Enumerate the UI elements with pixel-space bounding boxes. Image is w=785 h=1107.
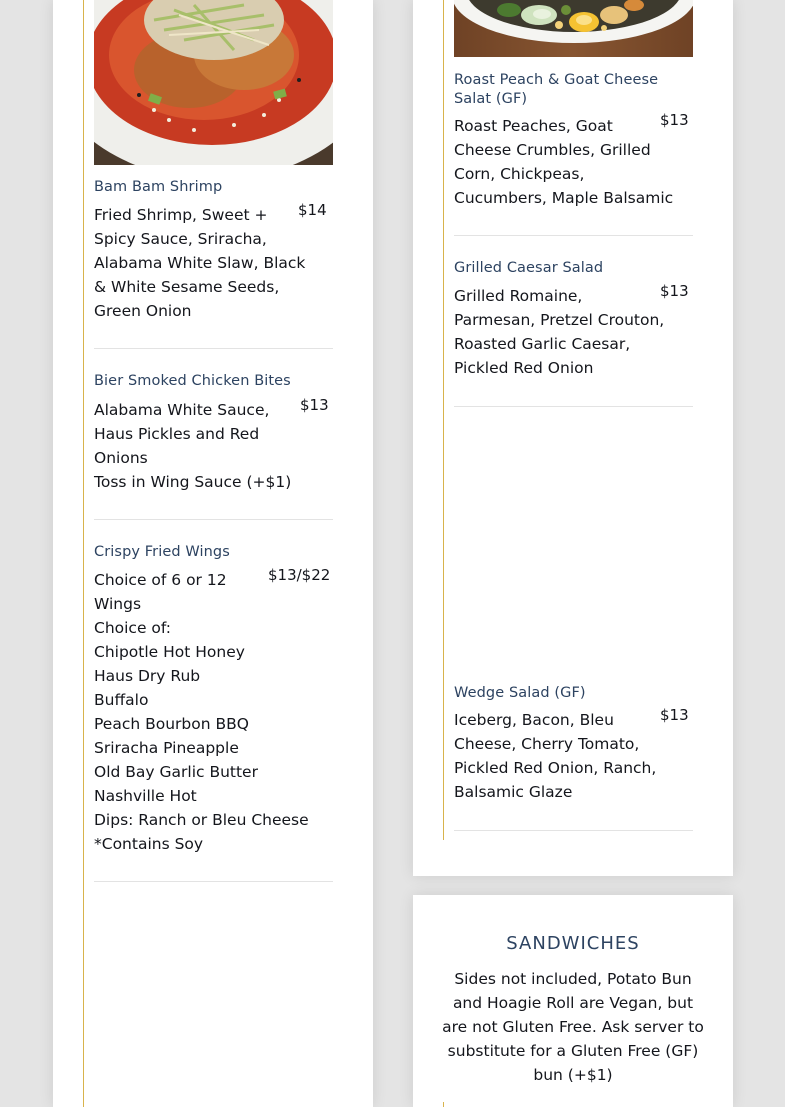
item-name: Wedge Salad (GF) [454, 685, 586, 701]
item-price: $13 [660, 282, 689, 300]
item-name: Roast Peach & Goat Cheese Salat (GF) [454, 72, 659, 107]
salad-dish-photo [454, 0, 693, 57]
item-price: $13 [660, 111, 689, 129]
item-name: Bier Smoked Chicken Bites [94, 373, 291, 389]
item-divider [454, 830, 693, 831]
item-price: $13 [300, 396, 329, 414]
item-divider [94, 348, 333, 349]
item-divider [454, 235, 693, 236]
item-divider [94, 881, 333, 882]
sandwiches-card [413, 895, 733, 1107]
item-description: Fried Shrimp, Sweet + Spicy Sauce, Sriracha, Alabama White Slaw, Black & White Sesame Seeds, Green Onion [94, 206, 306, 320]
section-title: SANDWICHES [506, 933, 640, 954]
item-price: $13 [660, 706, 689, 724]
item-name: Crispy Fried Wings [94, 544, 230, 560]
item-name: Grilled Caesar Salad [454, 260, 604, 276]
section-note: Sides not included, Potato Bun and Hoagie Roll are Vegan, but are not Gluten Free. Ask server to substitute for a Gluten Free (GF) bun (+$1) [442, 970, 704, 1084]
item-price: $14 [298, 201, 327, 219]
item-description: Alabama White Sauce, Haus Pickles and Red Onions Toss in Wing Sauce (+$1) [94, 401, 292, 491]
right-menu-card [413, 0, 733, 876]
item-divider [454, 406, 693, 407]
shrimp-dish-photo [94, 0, 333, 165]
item-description: Roast Peaches, Goat Cheese Crumbles, Grilled Corn, Chickpeas, Cucumbers, Maple Balsamic [454, 117, 674, 207]
item-price: $13/$22 [268, 566, 331, 584]
item-description: Iceberg, Bacon, Bleu Cheese, Cherry Tomato, Pickled Red Onion, Ranch, Balsamic Glaze [454, 711, 657, 801]
accent-divider [443, 0, 444, 840]
item-description: Choice of 6 or 12 Wings Choice of: Chipotle Hot Honey Haus Dry Rub Buffalo Peach Bourbon BBQ Sriracha Pineapple Old Bay Garlic Butter Nashville Hot Dips: Ranch or Bleu Cheese *Contains Soy [94, 571, 309, 853]
item-description: Grilled Romaine, Parmesan, Pretzel Crouton, Roasted Garlic Caesar, Pickled Red Onion [454, 287, 665, 377]
accent-divider [443, 1102, 444, 1107]
item-divider [94, 519, 333, 520]
accent-divider [83, 0, 84, 1107]
left-menu-card [53, 0, 373, 1107]
item-name: Bam Bam Shrimp [94, 179, 223, 195]
